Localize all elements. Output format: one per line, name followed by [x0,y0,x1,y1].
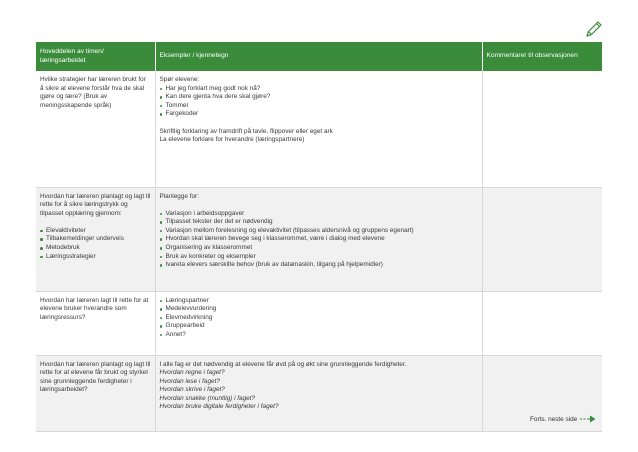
list-item: Variasjon mellom forelesning og elevaktivitet (tilpasses aldersnivå og gruppens egenart) [160,227,478,236]
list-item: Elevmedvirkning [160,314,478,323]
header-main-part: Hoveddelen av timen/ læringsarbeidet [36,42,155,71]
list-item: Tommel [160,102,478,111]
list-item: Gruppearbeid [160,322,478,331]
list-item: Variasjon i arbeidsoppgaver [160,210,478,219]
row-examples [155,187,482,291]
pencil-icon [584,19,604,39]
examples-intro: Spør elevene: [159,76,200,83]
row-examples [155,355,482,431]
table-row [36,355,602,431]
examples-intro: I alle fag er det nødvendig at elevene får øvd på og økt sine grunnleggende ferdigheter. [159,360,407,368]
list-item: Organisering av klasserommet [160,244,478,253]
list-item: Læringspartner [160,297,478,306]
examples-text: La elevene forklare for hverandre (læringspartnere) [159,136,305,144]
list-item: Tilbakemeldinger underveis [40,235,151,244]
comment-cell[interactable] [482,71,602,187]
list-item: Fargekoder [160,110,478,119]
list-item: Hvordan skal læreren bevege seg i klasserommet, være i dialog med elevene [160,235,478,244]
question-text: Hvordan har læreren lagt til rette for at elevene bruker hverandre som læringsressurs? [40,296,149,321]
header-examples: Eksempler / kjennetegn [155,42,482,71]
list-item: Elevaktiviteter [40,227,151,236]
header-comments: Kommentarer til observasjonen [482,42,602,71]
comment-cell[interactable] [482,291,602,355]
list-item: Kan dere gjenta hva dere skal gjøre? [160,93,478,102]
continue-next-page [530,415,596,423]
row-question [36,71,155,187]
continue-label: Forts. neste side [530,415,578,423]
observation-table [36,42,602,432]
examples-intro: Planlegge for: [159,192,199,200]
skill-question: Hvordan skrive i faget? [159,386,225,394]
list-item: Annet? [160,331,478,340]
examples-list [160,85,478,119]
list-item: Metodebruk [40,244,151,253]
arrow-right-icon [580,415,596,423]
question-text: Hvordan har læreren planlagt og lagt til rette for å sikre læringstrykk og tilpasset opplæring gjennom: [40,192,151,217]
table-row [36,187,602,291]
question-text: Hvordan har læreren planlagt og lagt til rette for at elevene får brukt og styrket sine grunnleggende ferdigheter i læringsarbeidet? [40,360,151,394]
examples-list [160,297,478,340]
table-header-row [36,42,602,71]
skill-question: Hvordan snakke (muntlig) i faget? [159,394,256,402]
row-examples [155,291,482,355]
comment-cell[interactable] [482,187,602,291]
row-question [36,291,155,355]
list-item: Tilpasset tekster der det er nødvendig [160,218,478,227]
list-item: Bruk av konkreter og eksempler [160,253,478,262]
list-item: Har jeg forklart meg godt nok nå? [160,85,478,94]
row-examples [155,71,482,187]
list-item: Medelevvurdering [160,305,478,314]
examples-list [160,210,478,270]
list-item: Ivareta elevers særskilte behov (bruk av datamaskin, tilgang på hjelpemidler) [160,261,478,270]
list-item: Læringsstrategier [40,253,151,262]
skill-question: Hvordan regne i faget? [159,369,225,377]
skill-question: Hvordan lese i faget? [159,377,220,385]
table-row [36,291,602,355]
row-question [36,355,155,431]
skill-question: Hvordan bruke digitale ferdigheter i faget? [159,403,279,411]
table-row [36,71,602,187]
question-list [40,227,151,261]
row-question [36,187,155,291]
question-text: Hvilke strategier har læreren brukt for å sikre at elevene forstår hva de skal gjøre og lære? (Bruk av meningsskapende språk) [40,76,146,109]
examples-text: Skriftlig forklaring av framdrift på tavle, flippover eller eget ark [159,127,333,135]
